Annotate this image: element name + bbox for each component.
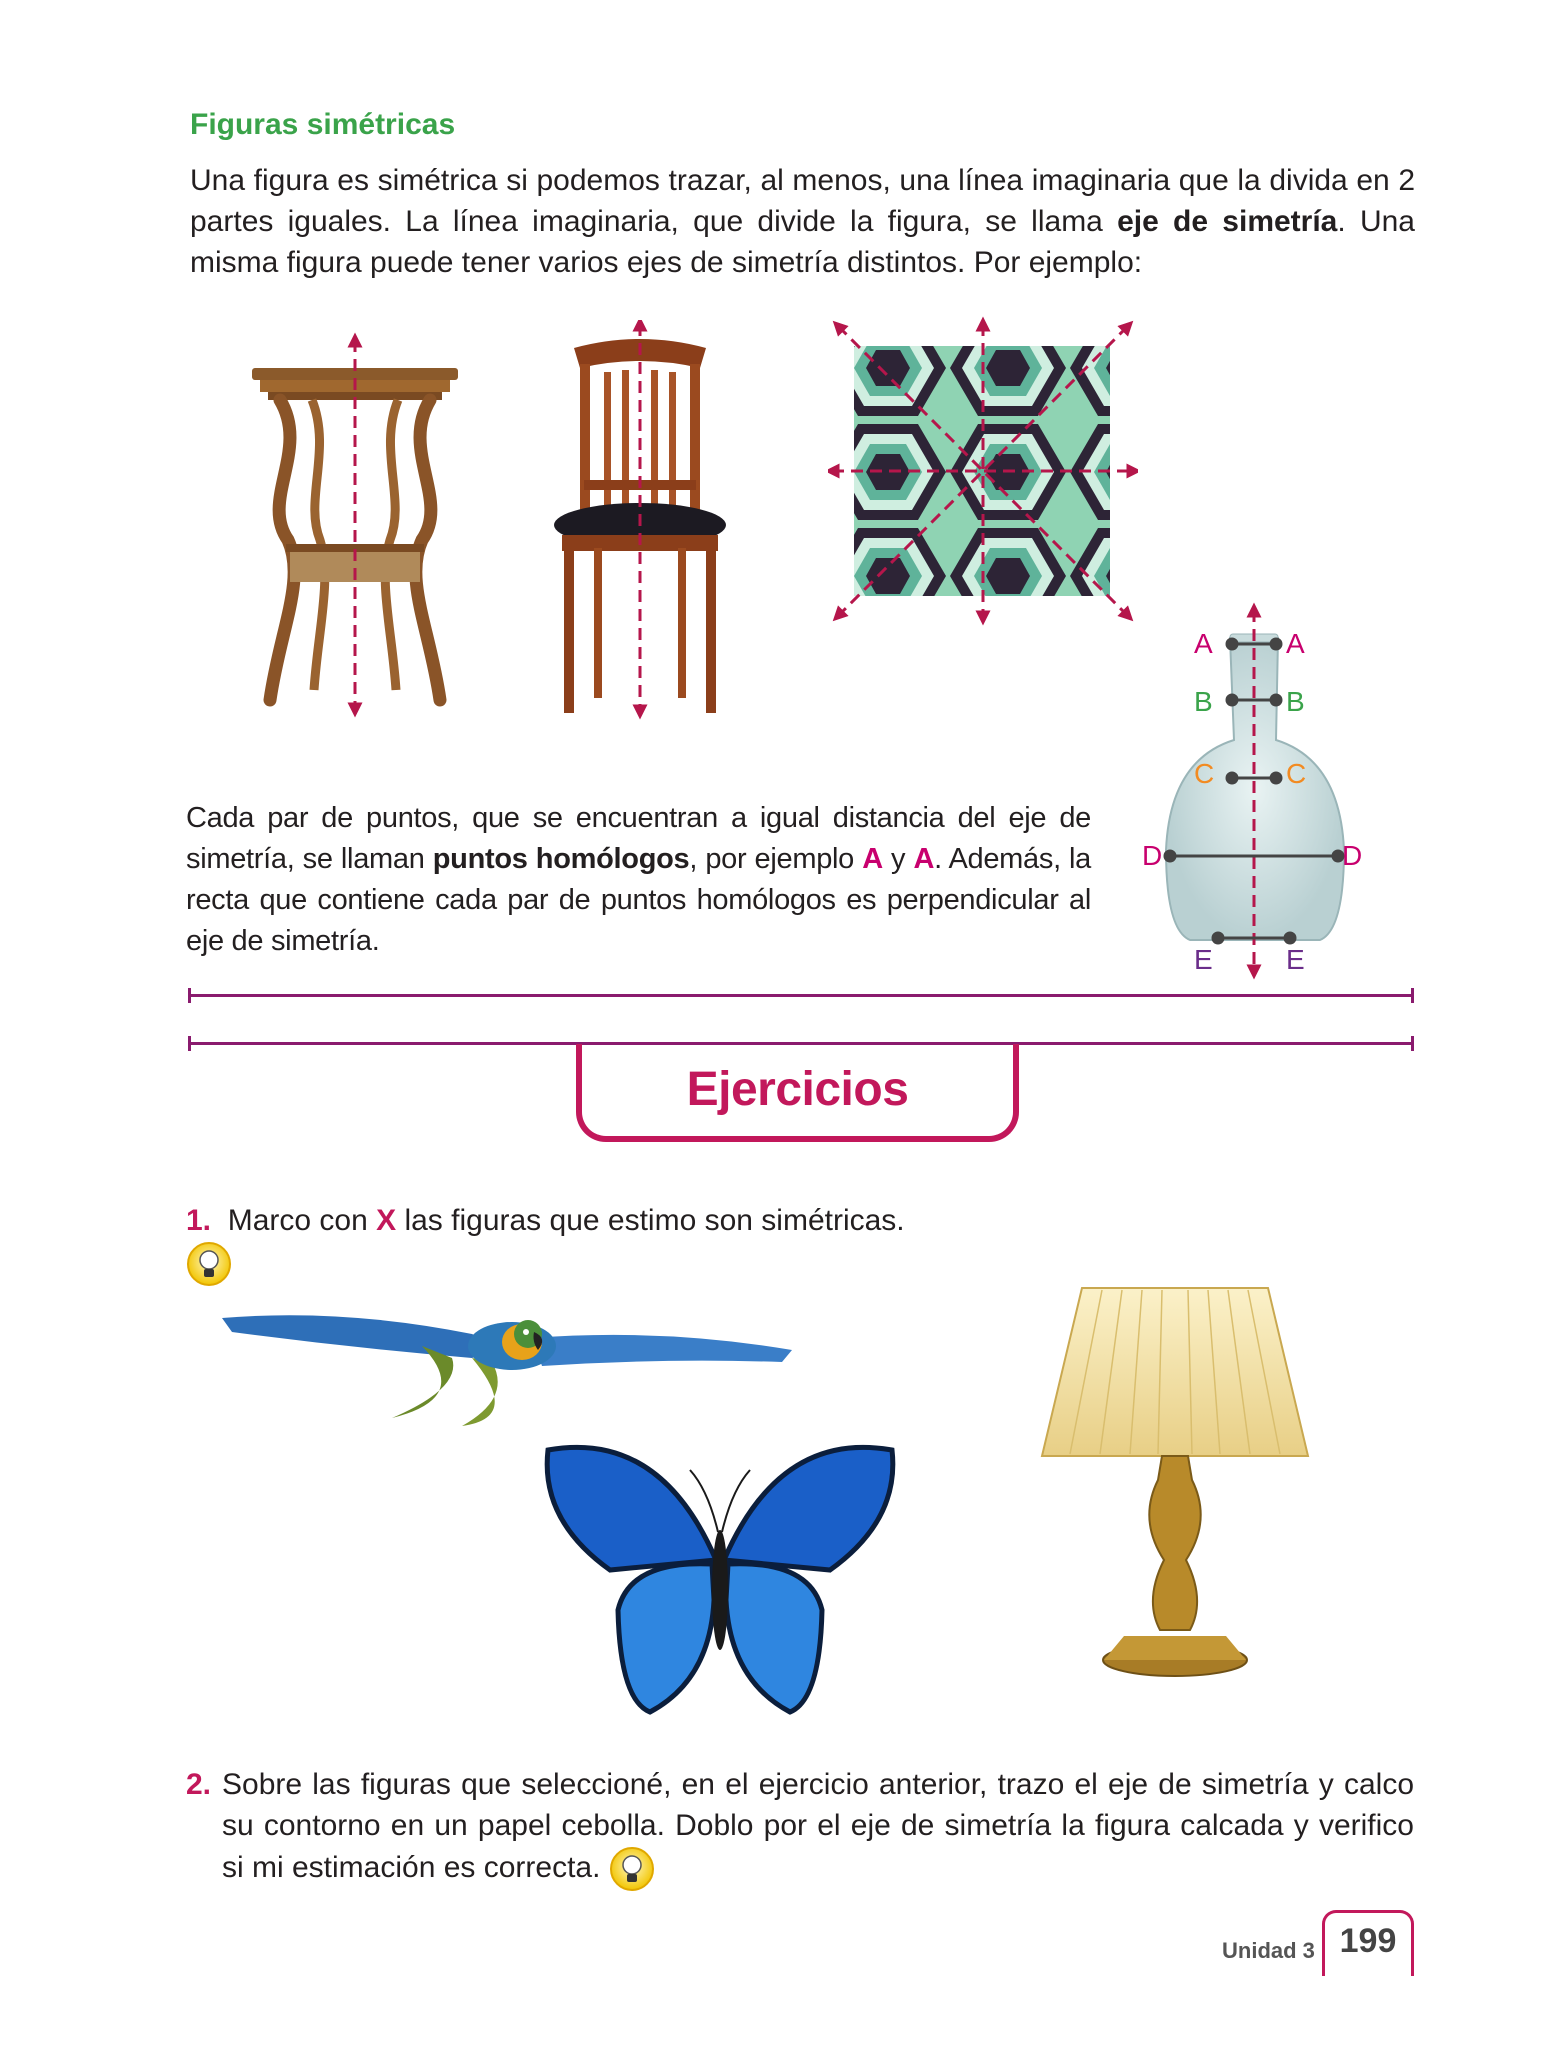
exercise-2-text: Sobre las figuras que seleccioné, en el ejercicio anterior, trazo el eje de simetría y calco su contorno en un papel cebolla. Doblo por el eje de simetría la figura calcada y verifico si mi estimación es correcta. — [222, 1768, 1414, 1884]
vase-label-b-left: B — [1194, 686, 1213, 717]
exercise-1-text-1: Marco con — [227, 1204, 377, 1237]
exercise-1-text-2: las figuras que estimo son simétricas. — [396, 1204, 905, 1237]
divider-rule-top — [188, 994, 1414, 997]
exercise-1-mark: X — [376, 1204, 397, 1237]
exercise-1 — [186, 1200, 946, 1287]
exercise-1-number: 1. — [186, 1204, 212, 1237]
exercise-2-number: 2. — [186, 1768, 212, 1801]
intro-text-1: Una figura es simétrica si podemos trazar, al menos, una línea imaginaria que la divida en 2 partes iguales. La línea imaginaria, que divide la figura, se llama — [190, 164, 1415, 238]
intro-paragraph — [190, 160, 1415, 283]
vase-label-a-left: A — [1194, 628, 1213, 659]
side-table-illustration — [240, 330, 470, 720]
page-number: 199 — [1339, 1922, 1397, 1960]
homo-text-3: y — [882, 843, 914, 875]
section-title: Figuras simétricas — [190, 108, 456, 141]
homo-letter-a-1: A — [862, 843, 883, 875]
lamp-illustration — [1040, 1280, 1310, 1690]
ejercicios-title: Ejercicios — [686, 1063, 909, 1116]
hexagon-pattern-illustration — [828, 316, 1138, 626]
parrot-illustration — [222, 1288, 792, 1428]
exercise-2 — [186, 1764, 1414, 1892]
homo-text-2: , por ejemplo — [689, 843, 863, 875]
vase-label-d-right: D — [1342, 840, 1363, 871]
homo-text-1: Cada par de puntos, que se encuentran a igual distancia del eje de simetría, se llaman — [186, 802, 1091, 875]
vase-label-b-right: B — [1286, 686, 1305, 717]
vase-label-e-left: E — [1194, 944, 1213, 975]
butterfly-illustration — [540, 1440, 900, 1720]
vase-label-e-right: E — [1286, 944, 1305, 975]
homo-letter-a-2: A — [913, 843, 935, 875]
vase-illustration — [1130, 600, 1380, 980]
footer-unit: Unidad 3 — [1222, 1938, 1315, 1963]
homologous-points-paragraph — [186, 798, 1091, 962]
homo-bold-term: puntos homólogos — [432, 843, 690, 875]
intro-text-2: . Una misma figura puede tener varios ejes de simetría distintos. Por ejemplo: — [190, 205, 1415, 279]
intro-bold-term: eje de simetría — [1117, 205, 1338, 238]
lightbulb-icon — [609, 1846, 655, 1892]
vase-label-c-left: C — [1194, 758, 1215, 789]
vase-label-d-left: D — [1142, 840, 1163, 871]
homo-text-4: . Además, la recta que contiene cada par de puntos homólogos es perpendicular al eje de simetría. — [186, 843, 1091, 957]
lightbulb-icon — [186, 1241, 232, 1287]
vase-label-a-right: A — [1286, 628, 1305, 659]
chair-illustration — [550, 320, 730, 720]
vase-label-c-right: C — [1286, 758, 1307, 789]
